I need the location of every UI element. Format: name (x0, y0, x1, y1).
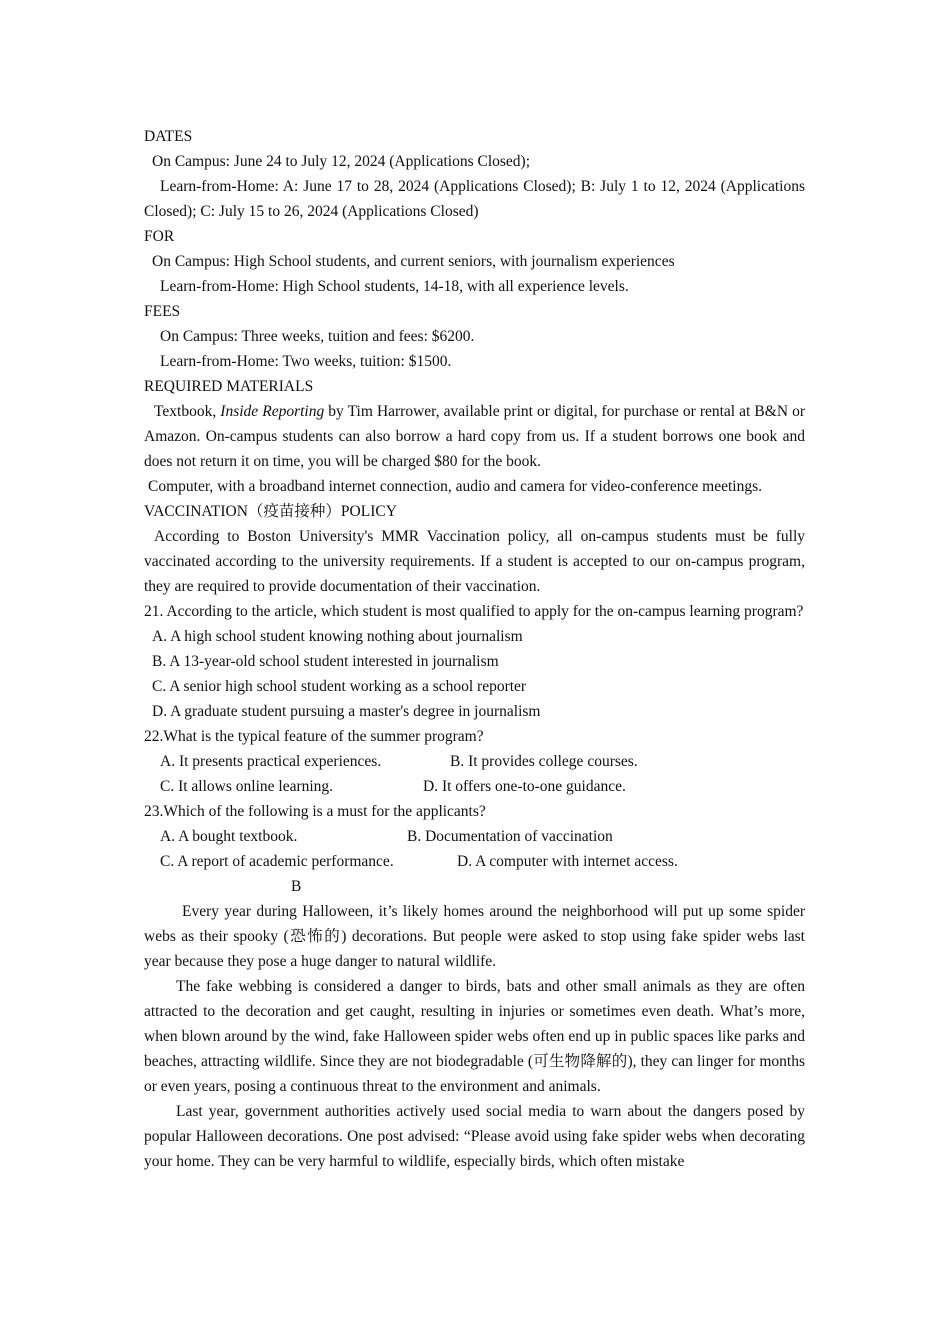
fees-heading: FEES (144, 303, 181, 320)
q22-option-b: B. It provides college courses. (450, 753, 638, 770)
q22-option-d: D. It offers one-to-one guidance. (423, 778, 626, 795)
dates-learn-from-home: Learn-from-Home: A: June 17 to 28, 2024 (Applications Closed); B: July 1 to 12, 2024 (Applications Closed); C: July 15 to 26, 2024 (Applications Closed) (144, 178, 805, 220)
textbook-title: Inside Reporting (220, 403, 325, 420)
materials-computer: Computer, with a broadband internet connection, audio and camera for video-conference meetings. (148, 478, 762, 495)
q22-options-row-1 (144, 749, 805, 774)
q23-options-row-2 (144, 849, 805, 874)
fees-learn-from-home: Learn-from-Home: Two weeks, tuition: $1500. (160, 353, 452, 370)
q23-option-b: B. Documentation of vaccination (407, 828, 613, 845)
materials-textbook (144, 399, 805, 474)
textbook-post: by Tim Harrower, available print or digital, for purchase or rental at B&N or Amazon. On-campus students can also borrow a hard copy from us. If a student borrows one book and does not return it on time, you will be charged $80 for the book. (144, 403, 806, 470)
q22-stem: 22.What is the typical feature of the summer program? (144, 728, 484, 745)
section-b-paragraph-2: The fake webbing is considered a danger to birds, bats and other small animals as they are often attracted to the decoration and get caught, resulting in injuries or sometimes even death. What’s more, when blown around by the wind, fake Halloween spider webs often end up in public spaces like parks and beaches, attracting wildlife. Since they are not biodegradable (可生物降解的), they can linger for months or even years, posing a continuous threat to the environment and animals. (144, 978, 805, 1095)
document-page (144, 124, 805, 1174)
materials-heading: REQUIRED MATERIALS (144, 378, 314, 395)
dates-on-campus: On Campus: June 24 to July 12, 2024 (Applications Closed); (152, 153, 531, 170)
dates-heading: DATES (144, 128, 193, 145)
q21-option-c: C. A senior high school student working as a school reporter (152, 678, 527, 695)
q23-option-c: C. A report of academic performance. (160, 853, 394, 870)
q21-option-b: B. A 13-year-old school student interested in journalism (152, 653, 499, 670)
for-heading: FOR (144, 228, 175, 245)
q21-stem: 21. According to the article, which student is most qualified to apply for the on-campus learning program? (144, 603, 804, 620)
q21-option-d: D. A graduate student pursuing a master's degree in journalism (152, 703, 541, 720)
section-b-paragraph-3: Last year, government authorities actively used social media to warn about the dangers posed by popular Halloween decorations. One post advised: “Please avoid using fake spider webs when decorating your home. They can be very harmful to wildlife, especially birds, which often mistake (144, 1103, 805, 1170)
q22-option-a: A. It presents practical experiences. (160, 753, 382, 770)
q23-stem: 23.Which of the following is a must for the applicants? (144, 803, 486, 820)
for-on-campus: On Campus: High School students, and current seniors, with journalism experiences (152, 253, 675, 270)
vaccination-heading: VACCINATION（疫苗接种）POLICY (144, 503, 397, 520)
q22-options-row-2 (144, 774, 805, 799)
fees-on-campus: On Campus: Three weeks, tuition and fees: $6200. (160, 328, 475, 345)
q21-option-a: A. A high school student knowing nothing about journalism (152, 628, 523, 645)
q23-options-row-1 (144, 824, 805, 849)
section-b-paragraph-1: Every year during Halloween, it’s likely homes around the neighborhood will put up some spider webs as their spooky (恐怖的) decorations. But people were asked to stop using fake spider webs last year because they pose a huge danger to natural wildlife. (144, 903, 805, 970)
for-learn-from-home: Learn-from-Home: High School students, 14-18, with all experience levels. (160, 278, 629, 295)
vaccination-text: According to Boston University's MMR Vaccination policy, all on-campus students must be fully vaccinated according to the university requirements. If a student is accepted to our on-campus program, they are required to provide documentation of their vaccination. (144, 528, 805, 595)
section-b-label: B (291, 878, 302, 895)
q23-option-a: A. A bought textbook. (160, 828, 298, 845)
q22-option-c: C. It allows online learning. (160, 778, 334, 795)
textbook-pre: Textbook, (154, 403, 221, 420)
q23-option-d: D. A computer with internet access. (457, 853, 678, 870)
